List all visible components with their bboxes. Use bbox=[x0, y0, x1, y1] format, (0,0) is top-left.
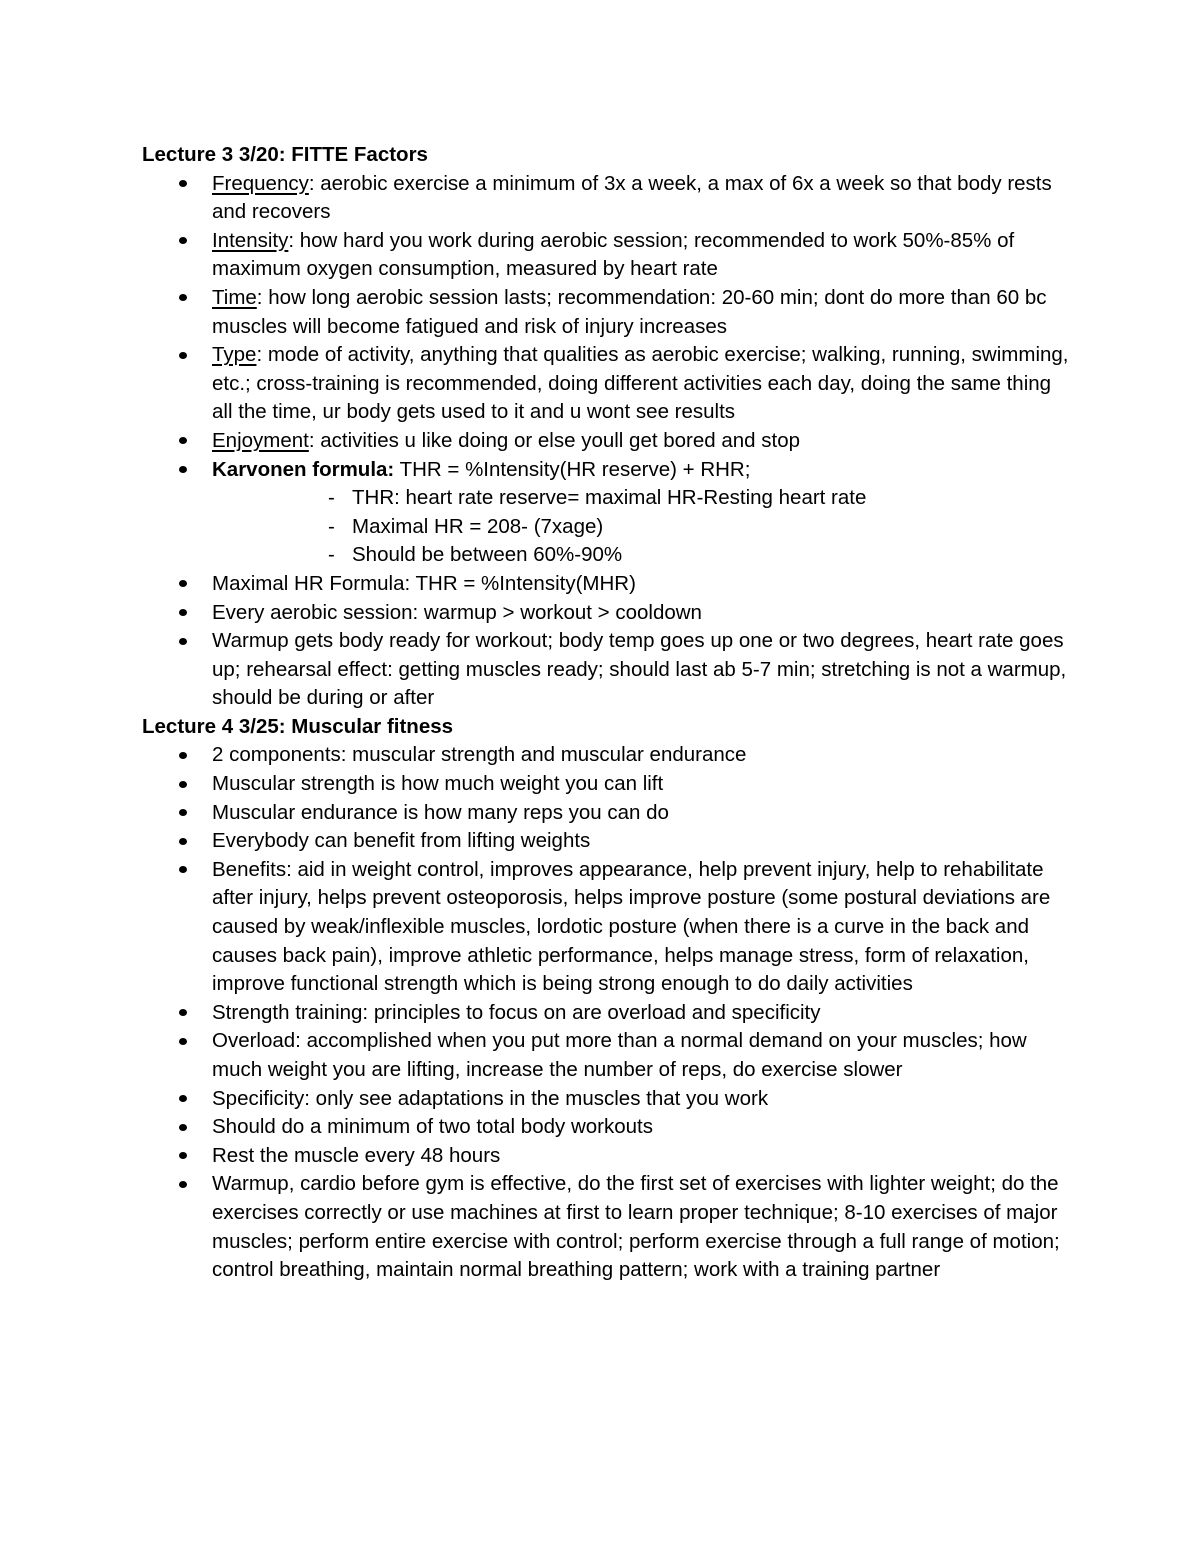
list-item-intensity bbox=[142, 227, 1072, 284]
lecture-3-bullet-list bbox=[142, 170, 1072, 713]
list-item bbox=[142, 741, 1072, 770]
item-text: Muscular endurance is how many reps you can do bbox=[212, 800, 669, 824]
item-text: Rest the muscle every 48 hours bbox=[212, 1143, 501, 1167]
list-item bbox=[142, 856, 1072, 999]
bullet-icon bbox=[179, 1124, 187, 1131]
bullet-icon bbox=[179, 580, 187, 587]
item-text: THR = %Intensity(HR reserve) + RHR; bbox=[394, 457, 751, 481]
list-item-type bbox=[142, 341, 1072, 427]
list-item bbox=[142, 1085, 1072, 1114]
bullet-icon bbox=[179, 1152, 187, 1159]
bullet-icon bbox=[179, 866, 187, 873]
sub-item-text: THR: heart rate reserve= maximal HR-Resting heart rate bbox=[352, 486, 867, 510]
list-item bbox=[142, 999, 1072, 1028]
bullet-icon bbox=[179, 437, 187, 444]
item-text: Warmup gets body ready for workout; body temp goes up one or two degrees, heart rate goes up; rehearsal effect: getting muscles ready; should last ab 5-7 min; stretching is not a warmup, should be during or after bbox=[212, 629, 1067, 710]
sub-list-container bbox=[142, 484, 1072, 570]
list-item bbox=[142, 1170, 1072, 1284]
item-text: Every aerobic session: warmup > workout > cooldown bbox=[212, 600, 702, 624]
dash-marker: - bbox=[328, 486, 335, 510]
item-text: Maximal HR Formula: THR = %Intensity(MHR) bbox=[212, 571, 636, 595]
term-time: Time bbox=[212, 285, 257, 309]
bullet-icon bbox=[179, 809, 187, 816]
term-frequency: Frequency bbox=[212, 171, 309, 195]
item-text: how long aerobic session lasts; recommendation: 20-60 min; dont do more than 60 bc muscles will become fatigued and risk of injury increases bbox=[212, 285, 1047, 338]
sub-list-item bbox=[212, 513, 1072, 542]
term-separator: : bbox=[308, 428, 315, 452]
bullet-icon bbox=[179, 1038, 187, 1045]
karvonen-sub-list bbox=[212, 484, 1072, 570]
list-item bbox=[142, 1113, 1072, 1142]
list-item-time bbox=[142, 284, 1072, 341]
list-item bbox=[142, 627, 1072, 713]
notes-content bbox=[142, 141, 1072, 1285]
list-item bbox=[142, 1142, 1072, 1171]
item-text: Overload: accomplished when you put more than a normal demand on your muscles; how much weight you are lifting, increase the number of reps, do exercise slower bbox=[212, 1029, 1027, 1081]
bullet-icon bbox=[179, 237, 187, 244]
dash-marker: - bbox=[328, 543, 335, 567]
list-item bbox=[142, 827, 1072, 856]
bullet-icon bbox=[179, 352, 187, 359]
list-item bbox=[142, 599, 1072, 628]
section-heading-lecture-4: Lecture 4 3/25: Muscular fitness bbox=[142, 714, 454, 738]
item-text: 2 components: muscular strength and muscular endurance bbox=[212, 743, 747, 767]
bullet-icon bbox=[179, 1181, 187, 1188]
bullet-icon bbox=[179, 180, 187, 187]
item-text: aerobic exercise a minimum of 3x a week, a max of 6x a week so that body rests and recovers bbox=[212, 171, 1052, 224]
item-text: activities u like doing or else youll get bored and stop bbox=[314, 428, 801, 452]
bullet-icon bbox=[179, 838, 187, 845]
sub-list-item bbox=[212, 541, 1072, 570]
item-text: mode of activity, anything that qualities as aerobic exercise; walking, running, swimming, etc.; cross-training is recommended, doing different activities each day, doing the same thing all the time, ur body gets used to it and u wont see results bbox=[212, 343, 1069, 424]
bullet-icon bbox=[179, 1095, 187, 1102]
term-intensity: Intensity bbox=[212, 228, 289, 252]
term-separator: : bbox=[256, 343, 263, 367]
term-karvonen-formula: Karvonen formula: bbox=[212, 457, 395, 481]
item-text: Benefits: aid in weight control, improves appearance, help prevent injury, help to rehabilitate after injury, helps prevent osteoporosis, helps improve posture (some postural deviations are caused by weak/inflexible muscles, lordotic posture (when there is a curve in the back and causes back pain), improve athletic performance, helps manage stress, form of relaxation, improve functional strength which is being strong enough to do daily activities bbox=[212, 857, 1051, 996]
bullet-icon bbox=[179, 294, 187, 301]
item-text: Should do a minimum of two total body workouts bbox=[212, 1115, 653, 1139]
bullet-icon bbox=[179, 638, 187, 645]
item-text: Strength training: principles to focus on are overload and specificity bbox=[212, 1000, 821, 1024]
item-text: how hard you work during aerobic session; recommended to work 50%-85% of maximum oxygen consumption, measured by heart rate bbox=[212, 228, 1015, 281]
bullet-icon bbox=[179, 1009, 187, 1016]
sub-item-text: Maximal HR = 208- (7xage) bbox=[352, 514, 604, 538]
term-enjoyment: Enjoyment bbox=[212, 428, 309, 452]
list-item-frequency bbox=[142, 170, 1072, 227]
list-item bbox=[142, 570, 1072, 599]
lecture-4-bullet-list bbox=[142, 741, 1072, 1284]
item-text: Everybody can benefit from lifting weights bbox=[212, 829, 591, 853]
bullet-icon bbox=[179, 466, 187, 473]
list-item bbox=[142, 1027, 1072, 1084]
section-heading-lecture-3: Lecture 3 3/20: FITTE Factors bbox=[142, 143, 428, 166]
item-text: Warmup, cardio before gym is effective, do the first set of exercises with lighter weight; do the exercises correctly or use machines at first to learn proper technique; 8-10 exercises of major muscles; perform entire exercise with control; perform exercise through a full range of motion; control breathing, maintain normal breathing pattern; work with a training partner bbox=[212, 1172, 1060, 1282]
dash-marker: - bbox=[328, 514, 335, 538]
bullet-icon bbox=[179, 609, 187, 616]
sub-list-item bbox=[212, 484, 1072, 513]
bullet-icon bbox=[179, 781, 187, 788]
item-text: Muscular strength is how much weight you can lift bbox=[212, 772, 664, 796]
term-separator: : bbox=[308, 171, 315, 195]
item-text: Specificity: only see adaptations in the muscles that you work bbox=[212, 1086, 769, 1110]
list-item-karvonen-formula bbox=[142, 456, 1072, 485]
term-type: Type bbox=[212, 343, 257, 367]
term-separator: : bbox=[256, 285, 263, 309]
list-item-enjoyment bbox=[142, 427, 1072, 456]
bullet-icon bbox=[179, 752, 187, 759]
list-item bbox=[142, 770, 1072, 799]
list-item bbox=[142, 799, 1072, 828]
sub-item-text: Should be between 60%-90% bbox=[352, 543, 623, 567]
term-separator: : bbox=[288, 228, 295, 252]
